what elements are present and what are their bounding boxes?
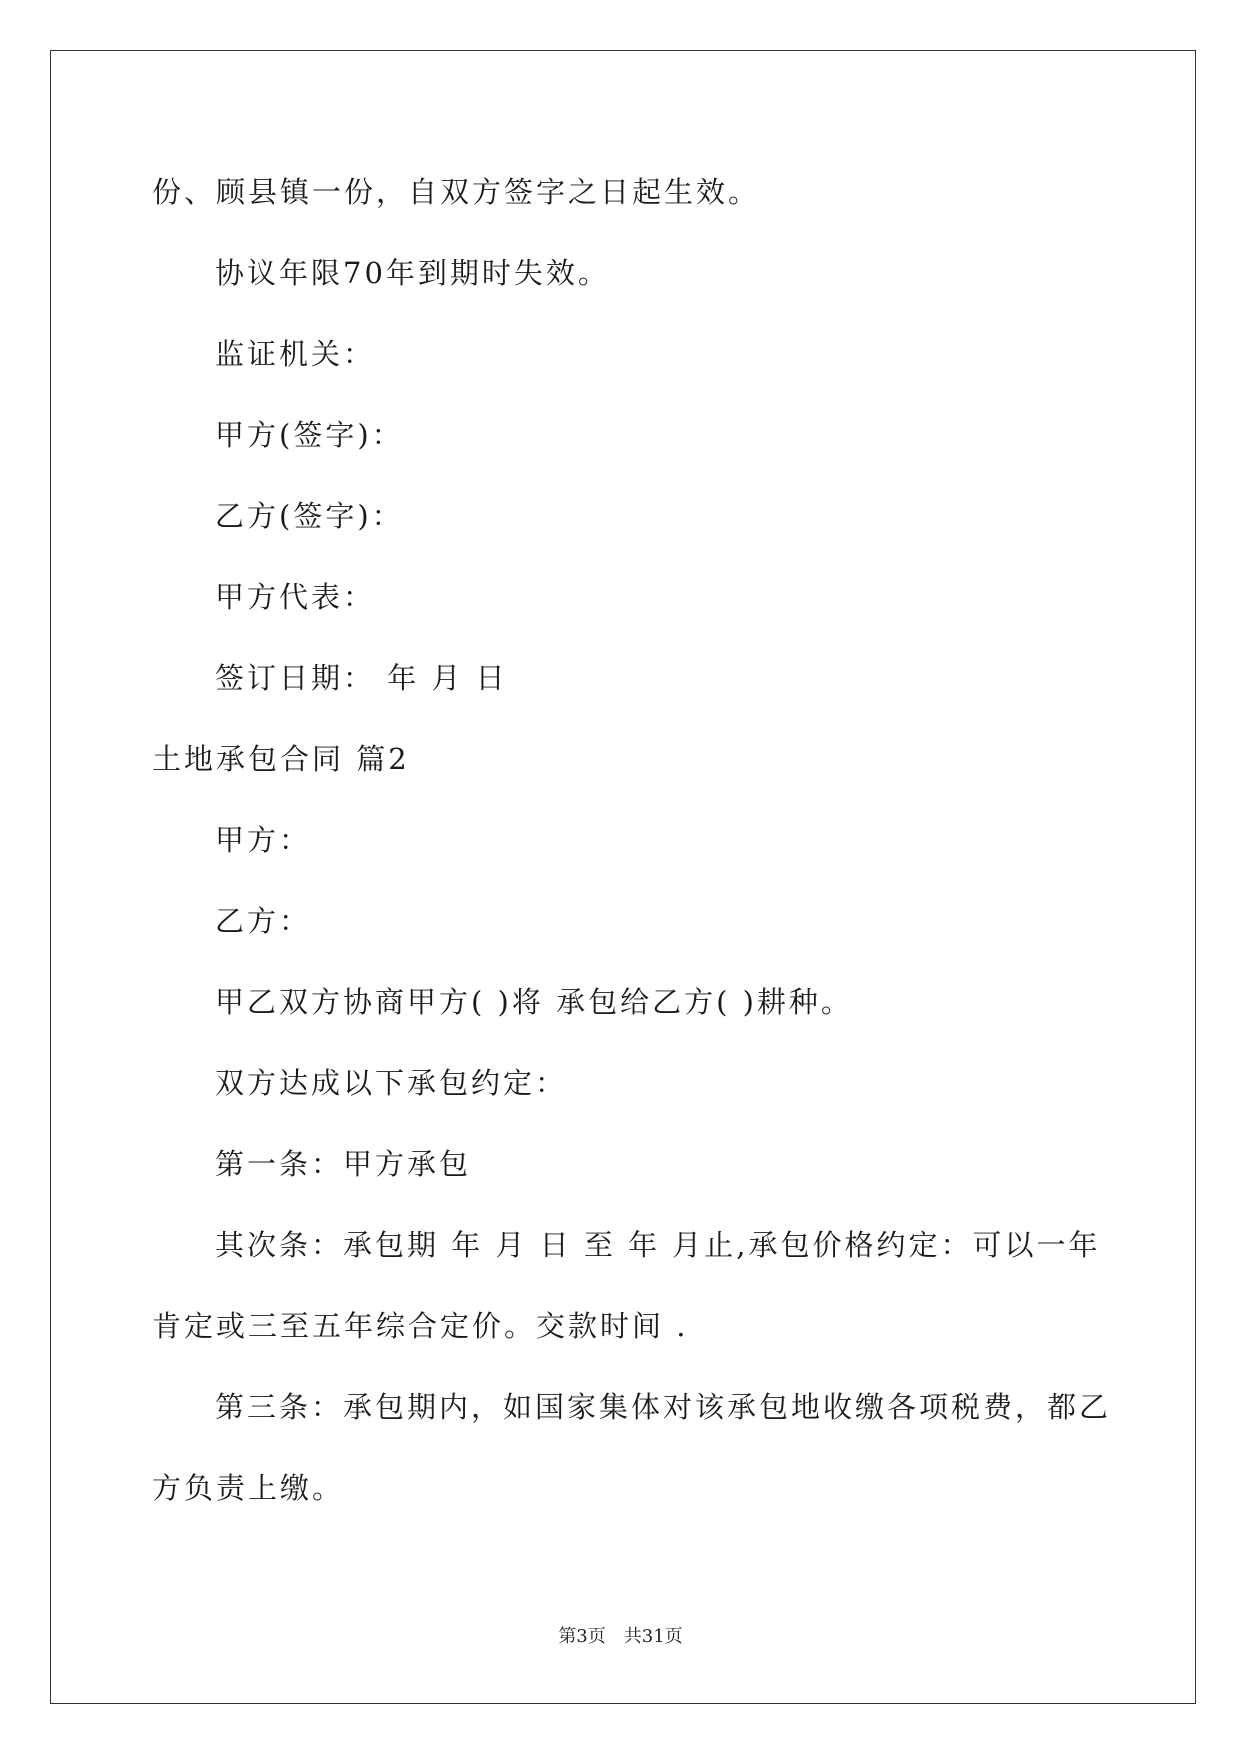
text-line: 签订日期： 年 月 日 — [215, 661, 508, 695]
text-line: 份、顾县镇一份，自双方签字之日起生效。 — [152, 175, 761, 209]
text-line: 甲方代表： — [215, 580, 376, 614]
text-line: 甲方(签字)： — [215, 418, 404, 452]
text-line: 乙方(签字)： — [215, 499, 404, 533]
page-total: 共31页 — [623, 1626, 683, 1647]
page-number: 第3页 — [558, 1626, 606, 1647]
page-footer — [0, 1625, 1241, 1649]
text-line: 甲方： — [215, 823, 312, 857]
text-line: 第一条：甲方承包 — [215, 1147, 472, 1181]
text-line: 甲乙双方协商甲方( )将 承包给乙方( )耕种。 — [215, 985, 853, 1019]
text-line: 方负责上缴。 — [152, 1471, 345, 1505]
text-line: 其次条：承包期 年 月 日 至 年 月止,承包价格约定：可以一年 — [215, 1228, 1101, 1262]
text-line: 肯定或三至五年综合定价。交款时间 . — [152, 1309, 689, 1343]
page-border — [50, 50, 1196, 1704]
text-line: 双方达成以下承包约定： — [215, 1066, 568, 1100]
text-line: 协议年限70年到期时失效。 — [215, 256, 610, 290]
text-line: 第三条：承包期内，如国家集体对该承包地收缴各项税费，都乙 — [215, 1390, 1112, 1424]
text-line: 监证机关： — [215, 337, 376, 371]
section-heading: 土地承包合同 篇2 — [152, 742, 410, 776]
text-line: 乙方： — [215, 904, 312, 938]
